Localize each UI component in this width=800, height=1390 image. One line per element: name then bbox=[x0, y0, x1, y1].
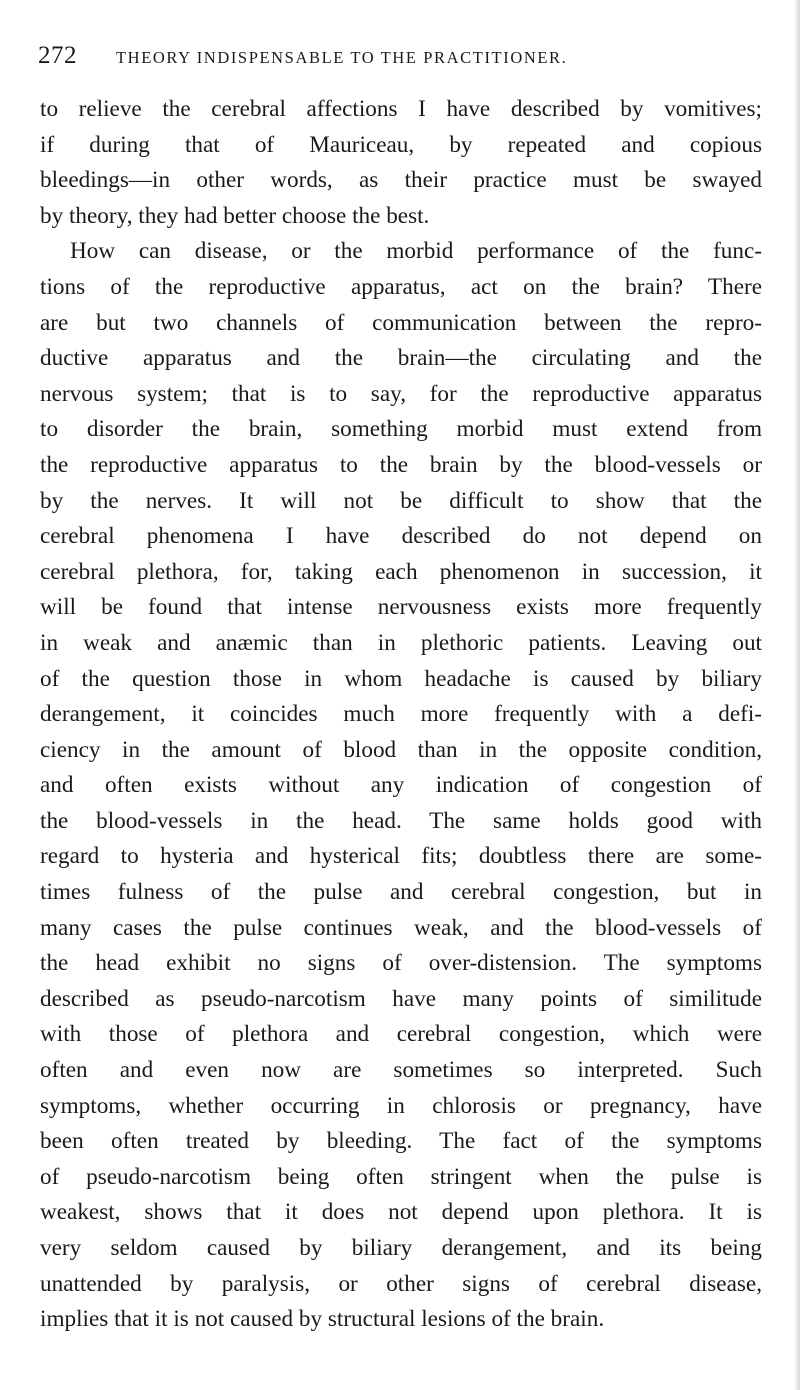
text-line: implies that it is not caused by structural lesions of the brain. bbox=[40, 1306, 605, 1333]
text-line: regard to hysteria and hysterical fits; doubtless there are some- bbox=[40, 843, 762, 870]
text-line: very seldom caused by biliary derangement, and its being bbox=[40, 1235, 762, 1261]
text-line: if during that of Mauriceau, by repeated and copious bbox=[40, 131, 762, 158]
text-line: tions of the reproductive apparatus, act on the brain? There bbox=[40, 273, 762, 300]
text-line: to disorder the brain, something morbid must extend from bbox=[40, 416, 762, 443]
running-title: THEORY INDISPENSABLE TO THE PRACTITIONER. bbox=[116, 48, 568, 67]
body-text bbox=[40, 92, 762, 1338]
text-line: the reproductive apparatus to the brain by the blood-vessels or bbox=[40, 451, 762, 478]
text-line: of the question those in whom headache is caused by biliary bbox=[40, 665, 762, 692]
page-number: 272 bbox=[38, 42, 77, 69]
page-header bbox=[38, 42, 758, 76]
text-line: nervous system; that is to say, for the reproductive apparatus bbox=[40, 380, 762, 407]
text-line: to relieve the cerebral affections I have described by vomitives; bbox=[40, 96, 762, 122]
text-line: the blood-vessels in the head. The same holds good with bbox=[40, 807, 762, 834]
text-line: derangement, it coincides much more frequently with a defi- bbox=[40, 701, 762, 728]
text-line: by the nerves. It will not be difficult to show that the bbox=[40, 487, 762, 514]
text-line: cerebral phenomena I have described do not depend on bbox=[40, 523, 762, 550]
text-line: bleedings—in other words, as their practice must be swayed bbox=[40, 167, 762, 194]
text-line: times fulness of the pulse and cerebral congestion, but in bbox=[40, 879, 762, 906]
paragraph-start-line: How can disease, or the morbid performance of the func- bbox=[70, 238, 762, 265]
text-line: cerebral plethora, for, taking each phenomenon in succession, it bbox=[40, 558, 762, 585]
text-line: many cases the pulse continues weak, and the blood-vessels of bbox=[40, 914, 762, 941]
text-line: of pseudo-narcotism being often stringent when the pulse is bbox=[40, 1163, 762, 1190]
text-line: described as pseudo-narcotism have many points of similitude bbox=[40, 985, 762, 1012]
page-edge-shadow bbox=[794, 0, 800, 1390]
text-line: in weak and anæmic than in plethoric patients. Leaving out bbox=[40, 629, 762, 656]
text-line: and often exists without any indication of congestion of bbox=[40, 772, 762, 799]
text-line: the head exhibit no signs of over-distension. The symptoms bbox=[40, 950, 762, 977]
text-line: weakest, shows that it does not depend upon plethora. It is bbox=[40, 1199, 762, 1226]
text-line: ciency in the amount of blood than in the opposite condition, bbox=[40, 736, 762, 763]
text-line: often and even now are sometimes so interpreted. Such bbox=[40, 1057, 762, 1084]
text-line: with those of plethora and cerebral congestion, which were bbox=[40, 1021, 762, 1048]
text-line: symptoms, whether occurring in chlorosis or pregnancy, have bbox=[40, 1092, 762, 1119]
text-line: ductive apparatus and the brain—the circulating and the bbox=[40, 345, 762, 372]
text-line: unattended by paralysis, or other signs of cerebral disease, bbox=[40, 1270, 762, 1297]
text-line: by theory, they had better choose the best. bbox=[40, 202, 430, 229]
text-line: will be found that intense nervousness exists more frequently bbox=[40, 594, 762, 621]
text-line: been often treated by bleeding. The fact of the symptoms bbox=[40, 1128, 762, 1155]
text-line: are but two channels of communication between the repro- bbox=[40, 309, 762, 336]
